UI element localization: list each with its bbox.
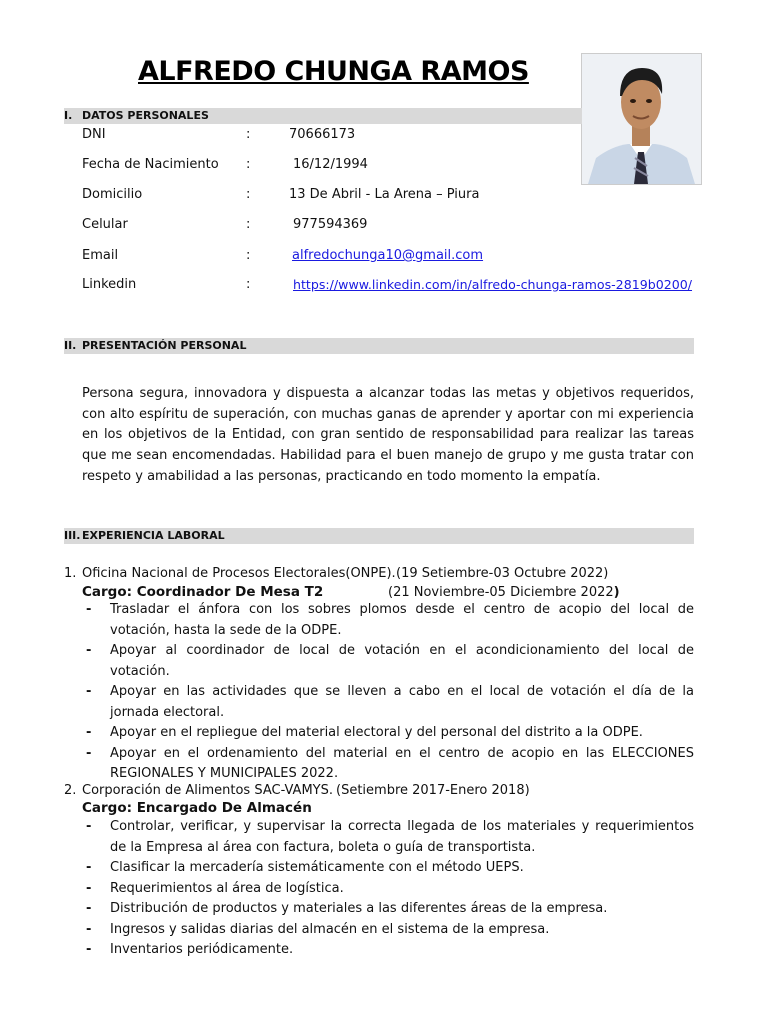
dash-bullet: - [86, 643, 92, 658]
job-role: Cargo: Encargado De Almacén [82, 800, 312, 816]
dash-bullet: - [86, 725, 92, 740]
job-2-tasks [82, 817, 694, 961]
field-colon: : [246, 127, 251, 142]
field-label: DNI [82, 127, 106, 142]
list-item: - Trasladar el ánfora con los sobres plomos desde el centro de acopio del local de votación, hasta la sede de la ODPE. [86, 602, 694, 638]
presentation-paragraph: Persona segura, innovadora y dispuesta a alcanzar todas las metas y objetivos requeridos, con alto espíritu de superación, con muchas ganas de aprender y aportar con mi experiencia en los objetivos de la Entidad, con gran sentido de responsabilidad para realizar las tareas que me sean encomendadas. Habilidad para el buen manejo de grupo y me gusta tratar con respeto y amabilidad a las personas, practicando en todo momento la empatía. [82, 386, 694, 484]
section-header-presentation [64, 338, 694, 354]
field-colon: : [246, 277, 251, 292]
job-1-cargo [82, 584, 620, 600]
list-item: - Apoyar en el repliegue del material electoral y del personal del distrito a la ODPE. [82, 723, 694, 744]
field-label: Celular [82, 217, 128, 232]
linkedin-link[interactable]: https://www.linkedin.com/in/alfredo-chunga-ramos-2819b0200/ [293, 277, 693, 292]
field-value: 977594369 [293, 217, 368, 232]
candidate-name: ALFREDO CHUNGA RAMOS [138, 56, 529, 87]
list-item: - Apoyar en las actividades que se lleven a cabo en el local de votación el día de la jornada electoral. [86, 684, 694, 720]
dash-bullet: - [86, 880, 92, 896]
email-link[interactable]: alfredochunga10@gmail.com [292, 248, 484, 263]
job-date: (19 Setiembre-03 Octubre 2022) [396, 566, 609, 581]
list-item: - Requerimientos al área de logística. [82, 879, 694, 900]
job-organization: Oficina Nacional de Procesos Electorales(ONPE). [82, 566, 396, 581]
dash-bullet: - [86, 942, 92, 957]
dash-bullet: - [86, 901, 92, 916]
field-label: Domicilio [82, 187, 143, 202]
list-item: - Apoyar en el ordenamiento del material en el centro de acopio en las ELECCIONES REGIONALES Y MUNICIPALES 2022. [86, 745, 694, 781]
list-item: - Apoyar al coordinador de local de votación en el acondicionamiento del local de votación. [86, 643, 694, 679]
field-colon: : [246, 248, 251, 263]
list-item: - Distribución de productos y materiales a las diferentes áreas de la empresa. [82, 899, 694, 920]
field-colon: : [246, 157, 251, 172]
field-label: Email [82, 248, 119, 263]
dash-bullet: - [86, 745, 92, 761]
job-role: Cargo: Coordinador De Mesa T2 [82, 584, 324, 600]
job-number: 1. [64, 566, 77, 581]
person-photo-icon [582, 54, 701, 184]
section-number: II. [64, 339, 77, 352]
job-organization: Corporación de Alimentos SAC-VAMYS. [82, 783, 333, 798]
section-number: III. [64, 529, 81, 542]
list-item: - Controlar, verificar, y supervisar la correcta llegada de los materiales y requerimientos de la Empresa al área con factura, boleta o guía de transportista. [86, 819, 694, 855]
section-header-personal [64, 108, 582, 124]
field-colon: : [246, 187, 251, 202]
dash-bullet: - [86, 684, 92, 699]
job-number: 2. [64, 783, 77, 798]
section-header-experience [64, 528, 694, 544]
dash-bullet: - [86, 819, 92, 834]
job-date: (Setiembre 2017-Enero 2018) [336, 783, 530, 798]
section-title: PRESENTACIÓN PERSONAL [82, 339, 247, 352]
dash-bullet: - [86, 860, 92, 875]
field-value: 16/12/1994 [293, 157, 368, 172]
job-1-tasks [82, 600, 694, 785]
field-colon: : [246, 217, 251, 232]
field-value: 70666173 [289, 127, 356, 142]
list-item: - Inventarios periódicamente. [82, 940, 694, 961]
list-item: - Ingresos y salidas diarias del almacén en el sistema de la empresa. [82, 920, 694, 941]
profile-photo [581, 53, 702, 185]
dash-bullet: - [86, 921, 92, 937]
section-title: DATOS PERSONALES [82, 109, 209, 122]
job-date-secondary: (21 Noviembre-05 Diciembre 2022) [388, 585, 620, 600]
dash-bullet: - [86, 602, 92, 617]
job-2-cargo [82, 800, 312, 816]
list-item: - Clasificar la mercadería sistemáticamente con el método UEPS. [82, 858, 694, 879]
section-title: EXPERIENCIA LABORAL [82, 529, 225, 542]
section-number: I. [64, 109, 73, 122]
field-label: Fecha de Nacimiento [82, 157, 219, 172]
field-label: Linkedin [82, 277, 137, 292]
field-value: 13 De Abril - La Arena – Piura [289, 187, 480, 202]
